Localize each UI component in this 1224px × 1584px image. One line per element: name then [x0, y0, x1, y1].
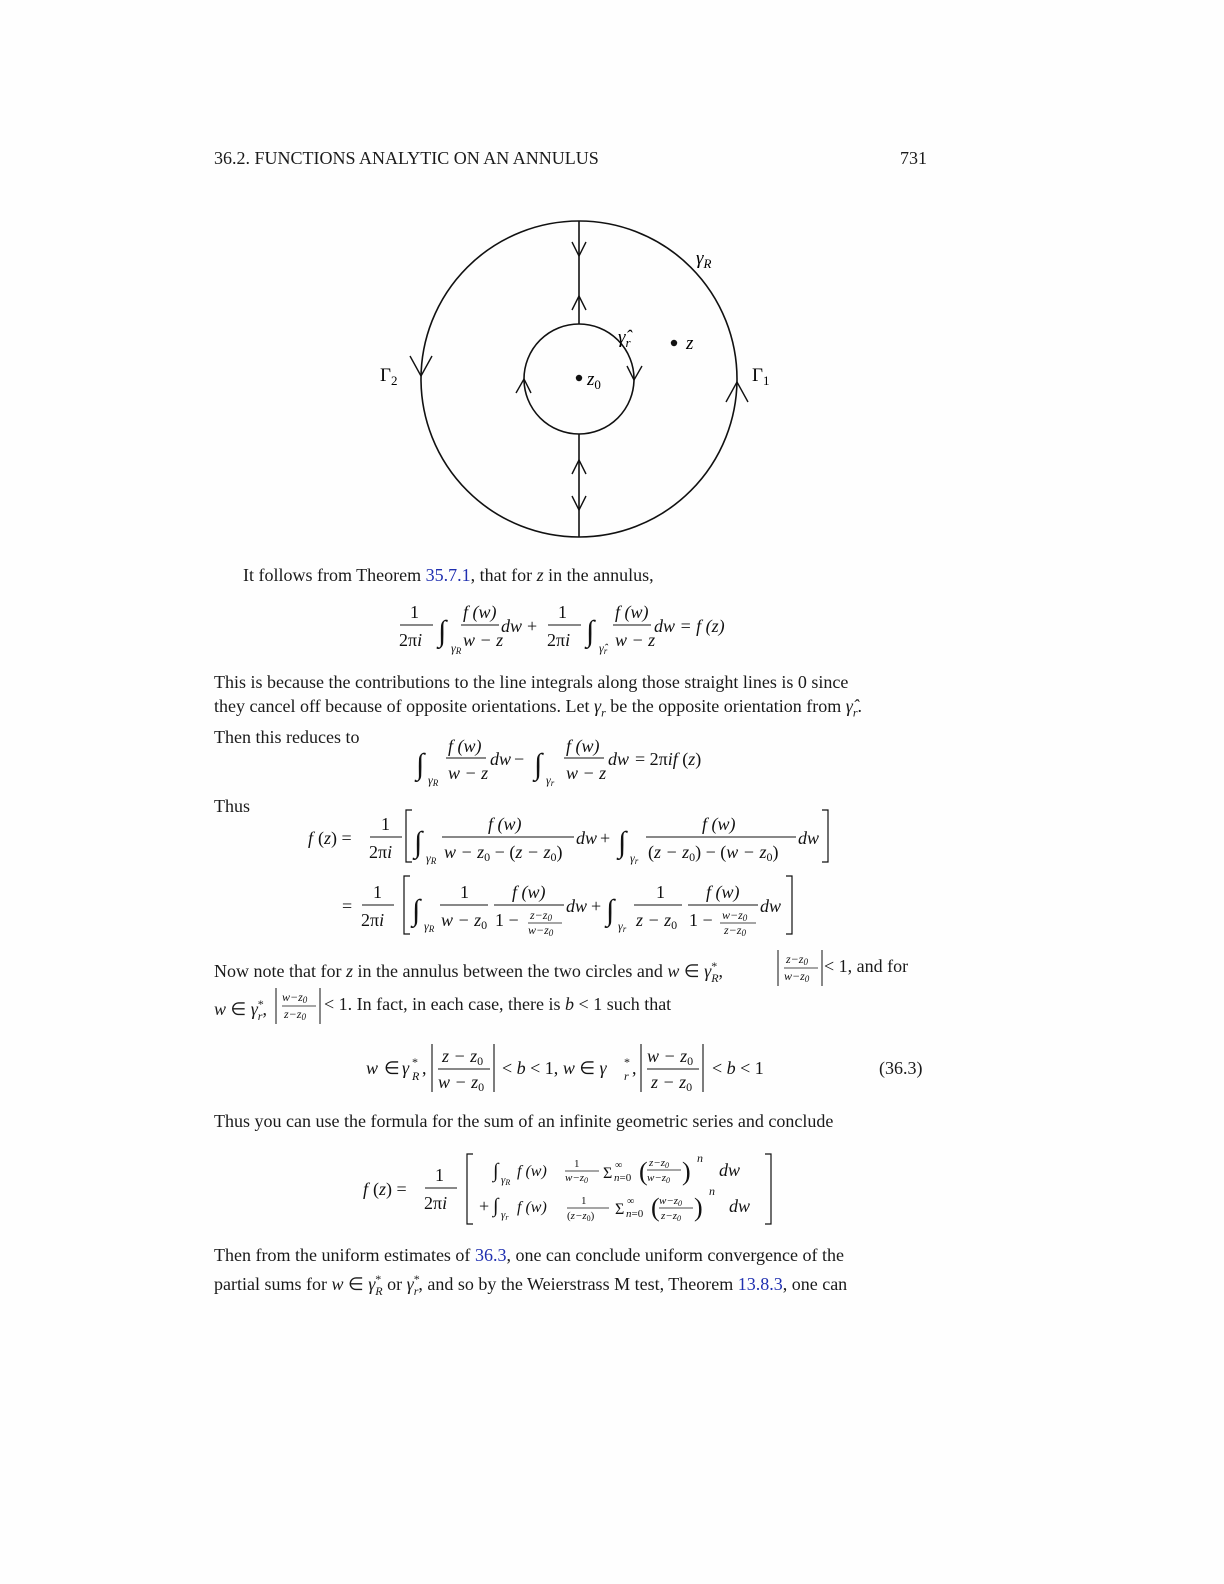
svg-text:R: R	[412, 1069, 420, 1083]
svg-text:dw: dw	[501, 616, 523, 636]
svg-text:2πi: 2πi	[547, 630, 571, 650]
svg-text:f: f	[363, 1179, 369, 1199]
svg-text:2πi: 2πi	[361, 910, 385, 930]
svg-text:f (w): f (w)	[566, 736, 600, 756]
svg-text:γR: γR	[424, 919, 435, 934]
svg-text:(z) =: (z) =	[318, 828, 352, 848]
p1-post: , that for	[470, 565, 537, 585]
svg-text:w−z0: w−z0	[528, 923, 554, 938]
p1-z: z	[536, 565, 544, 585]
svg-text:dw = f (z): dw = f (z)	[654, 616, 725, 636]
svg-text:z − z0: z − z0	[442, 1046, 484, 1068]
annulus-figure	[370, 210, 790, 550]
label-gamma-R: $\gamma_R$	[696, 248, 712, 271]
svg-text:+: +	[600, 828, 611, 848]
equation-36-3	[360, 1040, 790, 1096]
svg-text:z−z0: z−z0	[661, 1210, 681, 1223]
p3-line1a: Now note that for	[214, 961, 346, 981]
svg-text:γR: γR	[501, 1174, 511, 1187]
p3-line2: < 1. In fact, in each case, there is b < 1 such that	[324, 994, 672, 1014]
svg-text:1: 1	[574, 1158, 580, 1170]
svg-text:1: 1	[558, 602, 567, 622]
label-Gamma2: $\Gamma_2$	[380, 365, 398, 388]
svg-text:+: +	[479, 1196, 490, 1216]
p1-pre: It follows from Theorem	[243, 565, 426, 585]
p3-line2b: < 1. In fact, in each case, there is	[324, 994, 566, 1014]
svg-text:∫: ∫	[618, 826, 627, 859]
point-z	[671, 340, 677, 346]
svg-text:γr: γr	[546, 773, 555, 788]
p5-line1	[214, 1243, 927, 1267]
svg-text:w−z0: w−z0	[565, 1172, 589, 1185]
svg-text:∈: ∈	[384, 1058, 400, 1078]
svg-text:w − z0: w − z0	[441, 910, 488, 932]
svg-text:∫: ∫	[416, 748, 425, 781]
p5-line2c: , and so by the Weierstrass M test, Theorem	[418, 1274, 738, 1294]
svg-text:1: 1	[373, 882, 382, 902]
svg-text:dw: dw	[576, 828, 598, 848]
svg-text:∫: ∫	[414, 826, 423, 859]
svg-text:*: *	[624, 1055, 630, 1069]
p3-line1c: < 1, and for	[824, 956, 909, 976]
svg-text:< b < 1, w ∈ γ: < b < 1, w ∈ γ	[502, 1058, 607, 1078]
svg-text:dw: dw	[608, 749, 630, 769]
svg-text:w−z0: w−z0	[647, 1172, 671, 1185]
svg-text:Σ: Σ	[603, 1165, 613, 1182]
p3-line1: Now note that for z in the annulus between the two circles and w ∈ $\gamma^*_R$,	[214, 959, 724, 985]
svg-text:z−z0: z−z0	[649, 1157, 669, 1170]
svg-text:1: 1	[581, 1195, 587, 1207]
svg-text:*: *	[412, 1055, 418, 1069]
svg-text:n=0: n=0	[626, 1208, 644, 1220]
arrow-inner-right	[627, 366, 642, 380]
p2-line2a: they cancel off because of opposite orientations. Let	[214, 696, 595, 716]
svg-text:,: ,	[422, 1058, 427, 1078]
svg-text:γR: γR	[428, 773, 439, 788]
svg-text:r: r	[624, 1069, 629, 1083]
svg-text:z−z0: z−z0	[786, 952, 808, 967]
p5-line2b: or	[382, 1274, 407, 1294]
svg-text:∞: ∞	[627, 1196, 635, 1207]
svg-text:−: −	[514, 749, 525, 769]
svg-text:γr: γr	[630, 851, 639, 866]
svg-text:z − z0: z − z0	[651, 1072, 693, 1094]
svg-text:∫: ∫	[586, 615, 595, 648]
p3-z: z	[345, 961, 353, 981]
svg-text:= 2πif (z): = 2πif (z)	[635, 749, 702, 769]
svg-text:f (w): f (w)	[615, 602, 649, 622]
thus-label: Thus	[214, 796, 250, 816]
svg-text:n: n	[697, 1151, 703, 1165]
p5-line2: partial sums for w ∈ $\gamma^*_R$ or $\gamma^*_r$, and so by the Weierstrass M test, Theorem 13.8.3, one can	[214, 1272, 848, 1298]
svg-text:+: +	[591, 896, 602, 916]
svg-text:1: 1	[410, 602, 419, 622]
running-header	[214, 148, 927, 169]
svg-text:f (w): f (w)	[706, 882, 740, 902]
svg-text:(z−z0): (z−z0)	[567, 1210, 595, 1223]
p3-line1b: in the annulus between the two circles and	[352, 961, 668, 981]
svg-text:(z − z0) − (w − z0): (z − z0) − (w − z0)	[648, 842, 779, 864]
svg-text:w − z: w − z	[448, 763, 489, 783]
svg-text:w − z0: w − z0	[438, 1072, 485, 1094]
svg-text:w − z: w − z	[615, 630, 656, 650]
svg-text:w−z0: w−z0	[784, 969, 810, 984]
svg-text:w − z0: w − z0	[647, 1046, 694, 1068]
svg-text:n=0: n=0	[614, 1172, 632, 1184]
svg-text:< b < 1: < b < 1	[712, 1058, 764, 1078]
svg-text:2πi: 2πi	[399, 630, 423, 650]
svg-text:f (w): f (w)	[517, 1163, 547, 1180]
p2-line3: Then this reduces to	[214, 726, 360, 747]
paragraph-estimates	[214, 948, 927, 1028]
svg-text:z−z0: z−z0	[724, 923, 746, 938]
paragraph-theorem	[243, 563, 654, 587]
svg-text:z − z0: z − z0	[636, 910, 678, 932]
svg-text:+: +	[527, 616, 538, 636]
svg-text:1: 1	[435, 1165, 444, 1185]
theorem-link-35-7-1[interactable]: 35.7.1	[425, 565, 471, 585]
svg-text:z−z0: z−z0	[530, 908, 552, 923]
point-z0	[576, 375, 582, 381]
svg-text:=: =	[342, 896, 353, 916]
equation-number: (36.3)	[879, 1058, 923, 1078]
svg-text:∫: ∫	[606, 894, 615, 927]
svg-text:dw: dw	[798, 828, 820, 848]
svg-text:γ: γ	[402, 1058, 410, 1078]
svg-text:γ̂r: γ̂r	[599, 641, 608, 656]
svg-text:w − z0 − (z − z0): w − z0 − (z − z0)	[444, 842, 563, 864]
svg-text:γr: γr	[618, 919, 627, 934]
svg-text:f: f	[308, 828, 314, 848]
svg-text:γR: γR	[426, 851, 437, 866]
svg-text:w: w	[366, 1058, 379, 1078]
equation-series-expansion	[355, 1148, 785, 1232]
label-gamma-hat-r: $\gammâ_r$	[618, 327, 631, 350]
svg-text:f (w): f (w)	[702, 814, 736, 834]
svg-text:1: 1	[656, 882, 665, 902]
svg-text:w − z: w − z	[463, 630, 504, 650]
svg-text:f (w): f (w)	[463, 602, 497, 622]
svg-text:1 −: 1 −	[689, 910, 713, 930]
svg-text:dw: dw	[490, 749, 512, 769]
svg-text:f (w): f (w)	[517, 1199, 547, 1216]
svg-text:f (w): f (w)	[448, 736, 482, 756]
svg-text:Σ: Σ	[615, 1201, 625, 1218]
svg-text:(: (	[651, 1193, 660, 1222]
svg-text:1: 1	[381, 814, 390, 834]
arrow-inner-left	[516, 379, 531, 393]
svg-text:∞: ∞	[615, 1160, 623, 1171]
p3-inline-fraction-2	[272, 986, 328, 1026]
svg-text:dw: dw	[729, 1196, 751, 1216]
svg-text:dw: dw	[760, 896, 782, 916]
p3-line2c: < 1 such that	[574, 994, 672, 1014]
equation-cauchy-annulus	[390, 598, 760, 658]
p5-line2a: partial sums for	[214, 1274, 332, 1294]
paragraph-geometric-series: Thus you can use the formula for the sum of an infinite geometric series and conclude	[214, 1111, 834, 1131]
p5-line1a: Then from the uniform estimates of	[214, 1245, 475, 1265]
svg-text:γR: γR	[451, 641, 462, 656]
svg-text:f (w): f (w)	[488, 814, 522, 834]
p2-line2b: be the opposite orientation from	[605, 696, 846, 716]
svg-text:,: ,	[632, 1058, 637, 1078]
svg-text:w−z0: w−z0	[282, 990, 308, 1005]
svg-text:f (w): f (w)	[512, 882, 546, 902]
p5-line1b: , one can conclude uniform convergence of the	[506, 1245, 844, 1265]
svg-text:(z) =: (z) =	[373, 1179, 407, 1199]
theorem-link-13-8-3[interactable]: 13.8.3	[737, 1274, 783, 1294]
svg-text:2πi: 2πi	[369, 842, 393, 862]
svg-text:γr: γr	[501, 1209, 509, 1222]
svg-text:w−z0: w−z0	[659, 1195, 683, 1208]
p2-line1: This is because the contributions to the line integrals along those straight lines is 0 since	[214, 672, 849, 692]
svg-text:2πi: 2πi	[424, 1193, 448, 1213]
svg-text:z−z0: z−z0	[284, 1007, 306, 1022]
label-z0: $z_0$	[587, 369, 601, 392]
p5-line2d: , one can	[782, 1274, 848, 1294]
svg-text:1 −: 1 −	[495, 910, 519, 930]
svg-text:w − z: w − z	[566, 763, 607, 783]
svg-text:∫: ∫	[534, 748, 543, 781]
svg-text:dw: dw	[566, 896, 588, 916]
svg-text:∫: ∫	[412, 894, 421, 927]
svg-text:1: 1	[460, 882, 469, 902]
label-Gamma1: $\Gamma_1$	[752, 365, 770, 388]
svg-text:∫: ∫	[493, 1160, 499, 1182]
p3-line2a: w ∈ $\gamma^*_r$,	[214, 997, 267, 1023]
paragraph-uniform-convergence	[214, 1243, 927, 1303]
page-number: 731	[900, 148, 927, 168]
svg-text:dw: dw	[719, 1160, 741, 1180]
svg-text:n: n	[709, 1184, 715, 1198]
svg-text:∫: ∫	[438, 615, 447, 648]
label-z: z	[686, 333, 694, 354]
svg-text:): )	[682, 1157, 691, 1186]
equation-difference-integrals	[410, 732, 740, 790]
svg-text:(: (	[639, 1157, 648, 1186]
equation-f-z-expansion	[300, 808, 840, 944]
svg-text:w−z0: w−z0	[722, 908, 748, 923]
p2-line2: they cancel off because of opposite orientations. Let $\gamma_r$ be the opposite orientation from $\gammâ_r$.	[214, 696, 863, 720]
svg-text:): )	[694, 1193, 703, 1222]
p1-post2: in the annulus,	[543, 565, 654, 585]
equation-link-36-3[interactable]: 36.3	[474, 1245, 507, 1265]
svg-text:∫: ∫	[493, 1195, 499, 1217]
section-title: 36.2. FUNCTIONS ANALYTIC ON AN ANNULUS	[214, 148, 599, 168]
